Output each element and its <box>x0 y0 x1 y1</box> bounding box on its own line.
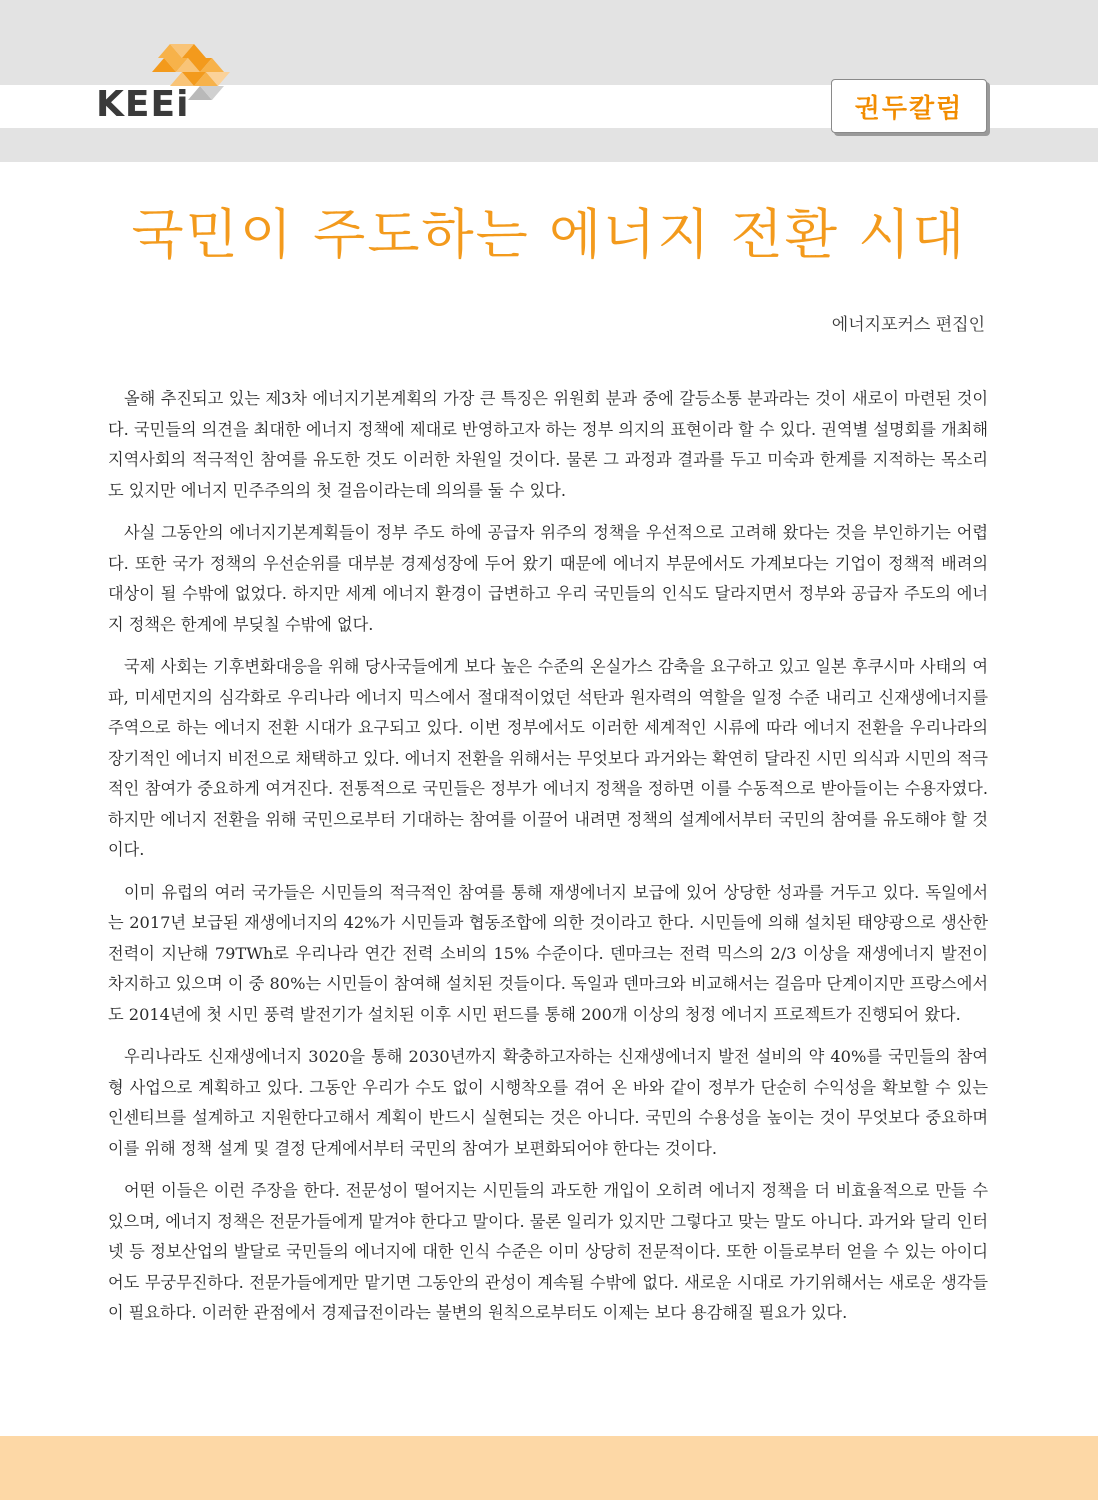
header-band-bottom <box>0 128 1098 162</box>
article-body <box>108 384 988 1341</box>
article-title: 국민이 주도하는 에너지 전환 시대 <box>131 203 967 266</box>
column-category-badge: 권두칼럼 <box>831 79 987 133</box>
body-paragraph: 사실 그동안의 에너지기본계획들이 정부 주도 하에 공급자 위주의 정책을 우선적으로 고려해 왔다는 것을 부인하기는 어렵다. 또한 국가 정책의 우선순위를 대부분 경제성장에 두어 왔기 때문에 에너지 부문에서도 가계보다는 기업이 정책적 배려의 대상이 될 수밖에 없었다. 하지만 세계 에너지 환경이 급변하고 우리 국민들의 인식도 달라지면서 정부와 공급자 주도의 에너지 정책은 한계에 부딪칠 수밖에 없다. <box>108 523 988 634</box>
logo-wordmark: KEEi <box>96 84 190 125</box>
body-paragraph: 이미 유럽의 여러 국가들은 시민들의 적극적인 참여를 통해 재생에너지 보급에 있어 상당한 성과를 거두고 있다. 독일에서는 2017년 보급된 재생에너지의 42%가 시민들과 협동조합에 의한 것이라고 한다. 시민들에 의해 설치된 태양광으로 생산한 전력이 지난해 79TWh로 우리나라 연간 전력 소비의 15% 수준이다. 덴마크는 전력 믹스의 2/3 이상을 재생에너지 발전이 차지하고 있으며 이 중 80%는 시민들이 참여해 설치된 것들이다. 독일과 덴마크와 비교해서는 걸음마 단계이지만 프랑스에서도 2014년에 첫 시민 풍력 발전기가 설치된 이후 시민 펀드를 통해 200개 이상의 청정 에너지 프로젝트가 진행되어 왔다. <box>108 882 988 1024</box>
body-paragraph: 국제 사회는 기후변화대응을 위해 당사국들에게 보다 높은 수준의 온실가스 감축을 요구하고 있고 일본 후쿠시마 사태의 여파, 미세먼지의 심각화로 우리나라 에너지 믹스에서 절대적이었던 석탄과 원자력의 역할을 일정 수준 내리고 신재생에너지를 주역으로 하는 에너지 전환 시대가 요구되고 있다. 이번 정부에서도 이러한 세계적인 시류에 따라 에너지 전환을 우리나라의 장기적인 에너지 비전으로 채택하고 있다. 에너지 전환을 위해서는 무엇보다 과거와는 확연히 달라진 시민 의식과 시민의 적극적인 참여가 중요하게 여겨진다. 전통적으로 국민들은 정부가 에너지 정책을 정하면 이를 수동적으로 받아들이는 수용자였다. 하지만 에너지 전환을 위해 국민으로부터 기대하는 참여를 이끌어 내려면 정책의 설계에서부터 국민의 참여를 유도해야 할 것이다. <box>108 657 988 859</box>
article-author: 에너지포커스 편집인 <box>831 315 985 335</box>
body-paragraph: 어떤 이들은 이런 주장을 한다. 전문성이 떨어지는 시민들의 과도한 개입이 오히려 에너지 정책을 더 비효율적으로 만들 수 있으며, 에너지 정책은 전문가들에게 맡겨야 한다고 말이다. 물론 일리가 있지만 그렇다고 맞는 말도 아니다. 과거와 달리 인터넷 등 정보산업의 발달로 국민들의 에너지에 대한 인식 수준은 이미 상당히 전문적이다. 또한 이들로부터 얻을 수 있는 아이디어도 무궁무진하다. 전문가들에게만 맡기면 그동안의 관성이 계속될 수밖에 없다. 새로운 시대로 가기위해서는 새로운 생각들이 필요하다. 이러한 관점에서 경제급전이라는 불변의 원칙으로부터도 이제는 보다 용감해질 필요가 있다. <box>108 1181 988 1322</box>
body-paragraph: 올해 추진되고 있는 제3차 에너지기본계획의 가장 큰 특징은 위원회 분과 중에 갈등소통 분과라는 것이 새로이 마련된 것이다. 국민들의 의견을 최대한 에너지 정책에 제대로 반영하고자 하는 정부 의지의 표현이라 할 수 있다. 권역별 설명회를 개최해 지역사회의 적극적인 참여를 유도한 것도 이러한 차원일 것이다. 물론 그 과정과 결과를 두고 미숙과 한계를 지적하는 목소리도 있지만 에너지 민주주의의 첫 걸음이라는데 의의를 둘 수 있다. <box>108 389 988 500</box>
body-paragraph: 우리나라도 신재생에너지 3020을 통해 2030년까지 확충하고자하는 신재생에너지 발전 설비의 약 40%를 국민들의 참여형 사업으로 계획하고 있다. 그동안 우리가 수도 없이 시행착오를 겪어 온 바와 같이 정부가 단순히 수익성을 확보할 수 있는 인센티브를 설계하고 지원한다고해서 계획이 반드시 실현되는 것은 아니다. 국민의 수용성을 높이는 것이 무엇보다 중요하며 이를 위해 정책 설계 및 결정 단계에서부터 국민의 참여가 보편화되어야 한다는 것이다. <box>108 1047 988 1158</box>
keei-logo <box>96 44 236 128</box>
footer-band <box>0 1436 1098 1500</box>
